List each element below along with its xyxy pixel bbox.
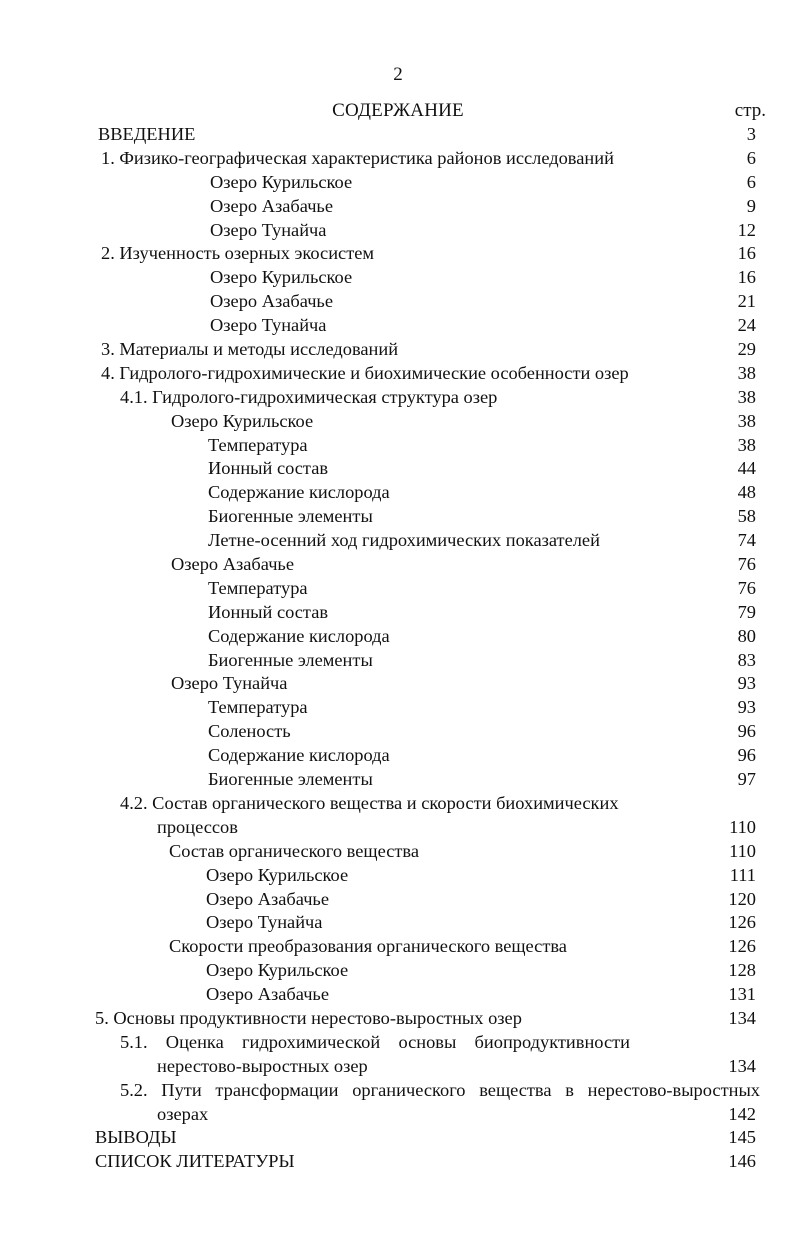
toc-entry-page: 44	[737, 458, 756, 479]
toc-entry-title: Озеро Азабачье	[206, 888, 329, 909]
toc-entry-title: Озеро Курильское	[171, 410, 314, 431]
toc-entry-title: Температура	[208, 697, 308, 718]
toc-entry	[0, 840, 796, 864]
toc-entry	[0, 219, 796, 243]
toc-entry-page: 38	[737, 362, 756, 383]
toc-entry-title: Летне-осенний ход гидрохимических показателей	[208, 530, 600, 551]
toc-entry-page: 48	[737, 482, 756, 503]
toc-entry	[0, 983, 796, 1007]
toc-entry-page: 24	[737, 315, 756, 336]
page-number: 2	[393, 64, 403, 85]
toc-entry	[0, 577, 796, 601]
toc-entry	[0, 888, 796, 912]
toc-entry-page: 76	[737, 577, 756, 598]
toc-entry	[0, 362, 796, 386]
toc-entry-title: Содержание кислорода	[208, 745, 390, 766]
toc-entry	[0, 242, 796, 266]
toc-entry	[0, 195, 796, 219]
toc-entry-title: 4.2. Состав органического вещества и скорости биохимических	[120, 792, 619, 813]
toc-entry-page: 6	[746, 171, 756, 192]
toc-entry-title: Озеро Тунайча	[171, 673, 288, 694]
toc-entry-title: 1. Физико-географическая характеристика районов исследований	[101, 147, 614, 168]
toc-entry-title: Озеро Азабачье	[210, 291, 333, 312]
toc-entry-title: Соленость	[208, 721, 291, 742]
toc-entry-title: Озеро Тунайча	[206, 912, 323, 933]
toc-entry-title: Озеро Азабачье	[171, 554, 294, 575]
toc-entry	[0, 410, 796, 434]
toc-entry	[0, 457, 796, 481]
toc-entry-title: Ионный состав	[208, 458, 329, 479]
toc-entry	[0, 601, 796, 625]
toc-entry	[0, 1150, 796, 1174]
toc-entry	[0, 481, 796, 505]
toc-entry-page: 97	[737, 769, 756, 790]
toc-entry-title: Скорости преобразования органического вещества	[169, 936, 567, 957]
toc-entry-title: Озеро Курильское	[206, 960, 349, 981]
toc-entry-page: 110	[729, 840, 756, 861]
toc-entry-page: 145	[728, 1127, 756, 1148]
toc-entry-page: 16	[737, 243, 756, 264]
toc-entry-page: 110	[729, 816, 756, 837]
toc-entry	[0, 529, 796, 553]
toc-entry-page: 79	[737, 601, 756, 622]
toc-entry-page: 16	[737, 267, 756, 288]
toc-entry-title: Ионный состав	[208, 601, 329, 622]
toc-entry	[0, 625, 796, 649]
toc-entry-title: Биогенные элементы	[208, 506, 373, 527]
toc-entry-page: 6	[746, 147, 756, 168]
toc-entry-page: 3	[746, 124, 756, 144]
toc-entry	[0, 338, 796, 362]
toc-entry	[0, 744, 796, 768]
toc-entry-page: 38	[737, 434, 756, 455]
toc-entry-page: 21	[737, 291, 756, 312]
toc-entry-title: Озеро Курильское	[206, 864, 349, 885]
toc-entry	[0, 434, 796, 458]
toc-entry	[0, 1031, 796, 1055]
toc-entry	[0, 290, 796, 314]
toc-entry-page: 58	[737, 506, 756, 527]
toc-entry-page: 80	[737, 625, 756, 646]
toc-entry-title: 5.2. Пути трансформации органического вещества в нерестово-выростных	[120, 1079, 760, 1100]
toc-entry-page: 74	[737, 530, 756, 551]
toc-entry-title: 5. Основы продуктивности нерестово-выростных озер	[95, 1007, 522, 1028]
toc-entry-title: Озеро Курильское	[210, 267, 353, 288]
toc-entry-page: 38	[737, 410, 756, 431]
toc-entry-title: Температура	[208, 434, 308, 455]
toc-entry-page: 146	[728, 1151, 756, 1172]
toc-entry	[0, 696, 796, 720]
toc-entry-title: Озеро Тунайча	[210, 315, 327, 336]
toc-entry	[0, 147, 796, 171]
toc-entry-page: 76	[737, 554, 756, 575]
toc-entry-page: 96	[737, 721, 756, 742]
toc-entry	[0, 1055, 796, 1079]
toc-entry-title: Состав органического вещества	[169, 840, 419, 861]
toc-entry	[0, 171, 796, 195]
toc-entry	[0, 1007, 796, 1031]
toc-entry-page: 93	[737, 673, 756, 694]
toc-entry-page: 9	[746, 195, 756, 216]
toc-entry-title: ВВЕДЕНИЕ	[98, 124, 196, 144]
toc-entry-title: процессов	[157, 816, 238, 837]
toc-entry-title: 5.1. Оценка гидрохимической основы биопродуктивности	[120, 1031, 630, 1052]
toc-entry	[0, 792, 796, 816]
toc-entry-page: 126	[728, 912, 756, 933]
toc-entry-title: СПИСОК ЛИТЕРАТУРЫ	[95, 1151, 295, 1172]
toc-entry-page: 142	[728, 1103, 756, 1124]
toc-entry	[0, 386, 796, 410]
toc-entry-title: 4.1. Гидролого-гидрохимическая структура озер	[120, 386, 498, 407]
toc-entry	[0, 505, 796, 529]
toc-entry-title: ВЫВОДЫ	[95, 1127, 177, 1148]
toc-entry-title: 2. Изученность озерных экосистем	[101, 243, 375, 264]
toc-entry	[0, 649, 796, 673]
toc-entry	[0, 123, 796, 147]
toc-entry-page: 93	[737, 697, 756, 718]
toc-entry-title: озерах	[157, 1103, 209, 1124]
toc-entry-title: 4. Гидролого-гидрохимические и биохимические особенности озер	[101, 362, 629, 383]
toc-entry	[0, 935, 796, 959]
toc-entry-page: 38	[737, 386, 756, 407]
toc-entry-page: 29	[737, 339, 756, 360]
toc-entry	[0, 1126, 796, 1150]
toc-entry-title: Озеро Курильское	[210, 171, 353, 192]
toc-entry	[0, 720, 796, 744]
toc-entry-page: 96	[737, 745, 756, 766]
toc-entry-title: нерестово-выростных озер	[157, 1055, 368, 1076]
toc-entry	[0, 768, 796, 792]
toc-entry-title: Содержание кислорода	[208, 482, 390, 503]
toc-entry-title: Содержание кислорода	[208, 625, 390, 646]
toc-entry	[0, 959, 796, 983]
toc-entry	[0, 266, 796, 290]
toc-entry-page: 120	[728, 888, 756, 909]
toc-entry-page: 134	[728, 1055, 756, 1076]
toc-entry-page: 83	[737, 649, 756, 670]
toc-entry	[0, 1103, 796, 1127]
toc-entry	[0, 816, 796, 840]
toc-entry	[0, 672, 796, 696]
toc-entry-page: 131	[728, 984, 756, 1005]
toc-entry-title: Озеро Тунайча	[210, 219, 327, 240]
toc-entry-page: 126	[728, 936, 756, 957]
toc-entry-page: 12	[737, 219, 756, 240]
toc-entry	[0, 864, 796, 888]
toc-entry-title: 3. Материалы и методы исследований	[101, 339, 399, 360]
toc-entry-title: Температура	[208, 577, 308, 598]
toc-entry	[0, 911, 796, 935]
toc-entry	[0, 1079, 796, 1103]
toc-entry-title: Биогенные элементы	[208, 769, 373, 790]
toc-entry	[0, 553, 796, 577]
toc-title: СОДЕРЖАНИЕ	[332, 100, 464, 121]
table-of-contents	[0, 123, 796, 1174]
toc-entry-title: Озеро Азабачье	[206, 984, 329, 1005]
toc-entry	[0, 314, 796, 338]
toc-entry-page: 128	[728, 960, 756, 981]
toc-entry-title: Биогенные элементы	[208, 649, 373, 670]
page-column-label: стр.	[734, 100, 766, 121]
toc-entry-page: 134	[728, 1007, 756, 1028]
toc-entry-page: 111	[729, 864, 756, 885]
toc-entry-title: Озеро Азабачье	[210, 195, 333, 216]
